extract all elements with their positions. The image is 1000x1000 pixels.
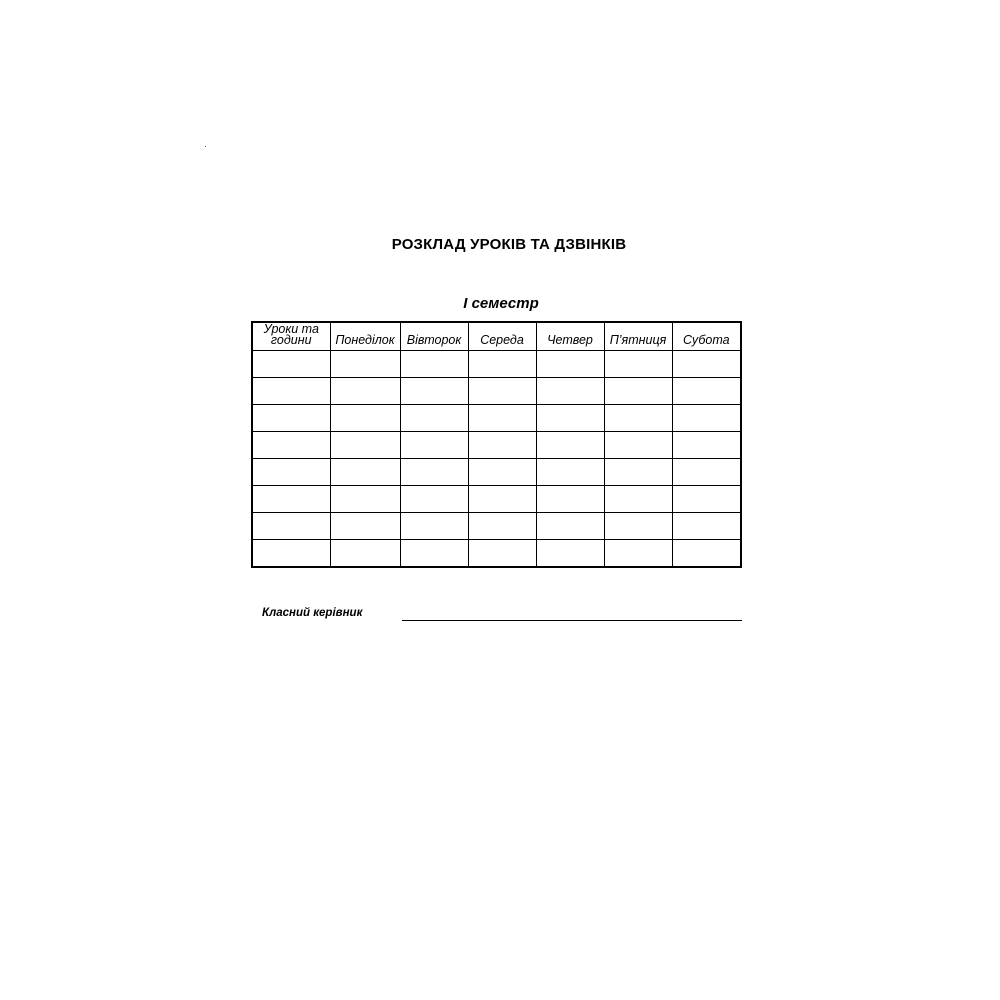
table-cell	[330, 459, 400, 486]
table-cell	[400, 486, 468, 513]
table-cell	[672, 378, 741, 405]
header-label: Четвер	[547, 333, 593, 347]
table-cell	[604, 513, 672, 540]
header-tuesday	[400, 322, 468, 351]
table-cell	[330, 432, 400, 459]
table-cell	[468, 405, 536, 432]
table-cell	[400, 540, 468, 568]
table-cell	[468, 378, 536, 405]
header-saturday	[672, 322, 741, 351]
table-row	[252, 486, 741, 513]
scan-speck	[205, 146, 206, 147]
table-cell	[468, 459, 536, 486]
table-cell	[604, 486, 672, 513]
table-cell	[330, 486, 400, 513]
table-cell	[604, 432, 672, 459]
table-cell	[536, 432, 604, 459]
table-cell	[330, 540, 400, 568]
table-cell	[400, 405, 468, 432]
table-cell	[400, 378, 468, 405]
table-cell	[672, 540, 741, 568]
table-cell	[468, 351, 536, 378]
table-cell	[400, 513, 468, 540]
table-cell	[672, 486, 741, 513]
table-cell	[252, 540, 330, 568]
table-cell	[468, 513, 536, 540]
table-row	[252, 459, 741, 486]
table-cell	[252, 351, 330, 378]
table-body	[252, 351, 741, 568]
table-cell	[330, 351, 400, 378]
table-cell	[468, 432, 536, 459]
header-label: Вівторок	[406, 333, 462, 347]
table-cell	[468, 486, 536, 513]
schedule-table	[251, 321, 742, 568]
table-cell	[536, 486, 604, 513]
header-label: Понеділок	[335, 333, 395, 347]
table-cell	[536, 459, 604, 486]
table-cell	[252, 513, 330, 540]
header-friday	[604, 322, 672, 351]
page-title: РОЗКЛАД УРОКІВ ТА ДЗВІНКІВ	[391, 236, 627, 253]
header-monday	[330, 322, 400, 351]
table-cell	[536, 378, 604, 405]
table-cell	[468, 540, 536, 568]
table-row	[252, 405, 741, 432]
header-label: Уроки та години	[263, 322, 319, 347]
header-wednesday	[468, 322, 536, 351]
table-row	[252, 540, 741, 568]
table-cell	[330, 405, 400, 432]
table-row	[252, 378, 741, 405]
table-row	[252, 513, 741, 540]
table-cell	[604, 405, 672, 432]
table-cell	[536, 405, 604, 432]
table-cell	[536, 513, 604, 540]
table-cell	[672, 513, 741, 540]
table-cell	[604, 351, 672, 378]
table-cell	[252, 405, 330, 432]
table-header-row	[252, 322, 741, 351]
header-label: Середа	[480, 333, 524, 347]
signature-line	[402, 620, 742, 621]
table-cell	[536, 351, 604, 378]
table-row	[252, 351, 741, 378]
table-cell	[536, 540, 604, 568]
table-cell	[672, 459, 741, 486]
table-cell	[252, 486, 330, 513]
header-label: Субота	[682, 333, 730, 347]
table-cell	[252, 378, 330, 405]
header-label: П’ятниця	[609, 333, 667, 347]
table-cell	[672, 351, 741, 378]
table-cell	[330, 513, 400, 540]
table-cell	[672, 432, 741, 459]
table-cell	[252, 459, 330, 486]
table-cell	[604, 540, 672, 568]
table-cell	[400, 432, 468, 459]
table-cell	[400, 459, 468, 486]
table-cell	[672, 405, 741, 432]
table-cell	[330, 378, 400, 405]
header-lessons-hours	[252, 322, 330, 351]
header-thursday	[536, 322, 604, 351]
table-cell	[400, 351, 468, 378]
table-cell	[604, 459, 672, 486]
table-row	[252, 432, 741, 459]
table-cell	[252, 432, 330, 459]
class-teacher-label: Класний керівник	[262, 607, 363, 619]
semester-title: І семестр	[463, 295, 539, 312]
table-cell	[604, 378, 672, 405]
